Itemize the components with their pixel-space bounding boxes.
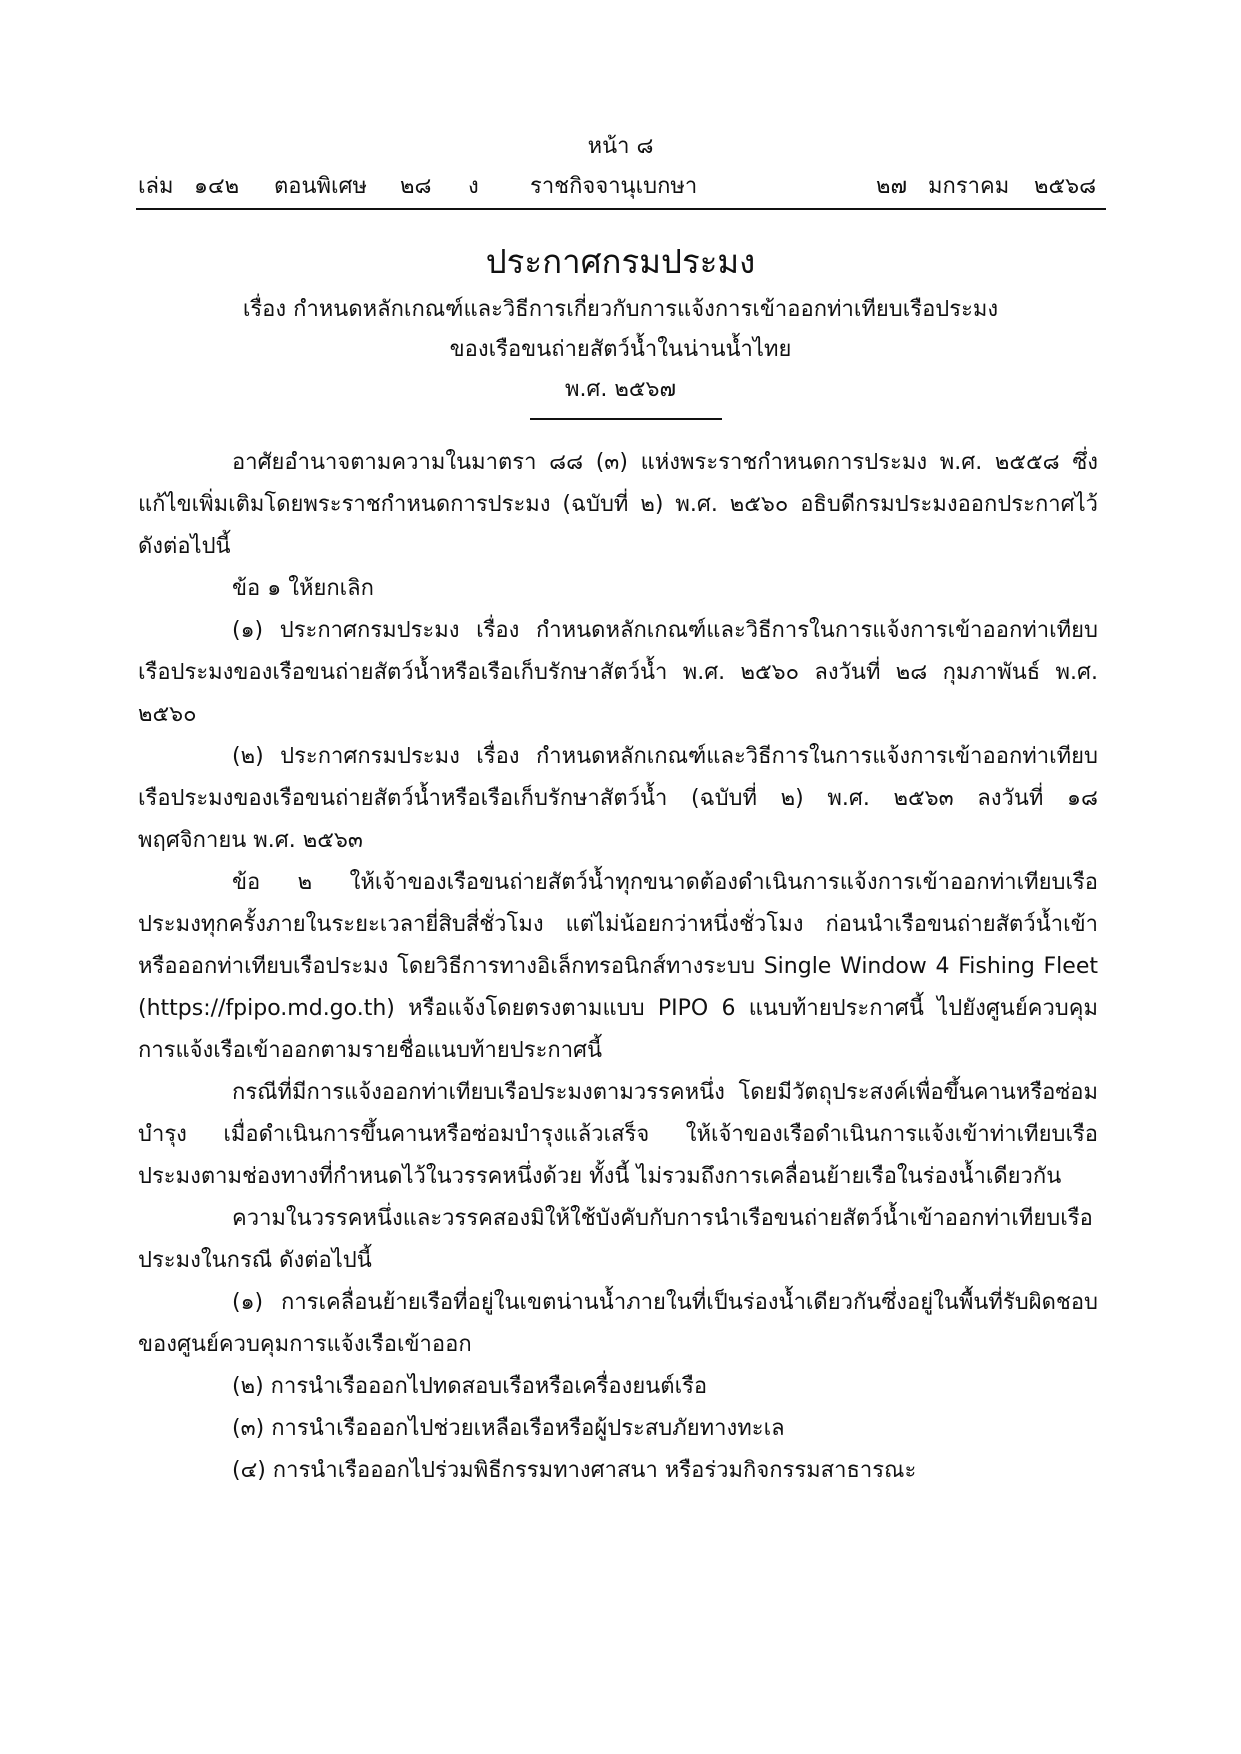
volume-label: เล่ม (138, 174, 174, 199)
document-body (138, 442, 1098, 1492)
section-label: ตอนพิเศษ (274, 174, 368, 199)
title-divider (530, 418, 722, 420)
document-subject (0, 290, 1241, 370)
clause-1-item-2: (๒) ประกาศกรมประมง เรื่อง กำหนดหลักเกณฑ์และวิธีการในการแจ้งการเข้าออกท่าเทียบเรือประมงของเรือขนถ่ายสัตว์น้ำหรือเรือเก็บรักษาสัตว์น้ำ (ฉบับที่ ๒) พ.ศ. ๒๕๖๓ ลงวันที่ ๑๘ พฤศจิกายน พ.ศ. ๒๕๖๓ (138, 744, 1098, 853)
date-day: ๒๗ (876, 174, 908, 199)
subject-line-1: เรื่อง กำหนดหลักเกณฑ์และวิธีการเกี่ยวกับการแจ้งการเข้าออกท่าเทียบเรือประมง (242, 297, 999, 322)
clause-1-heading: ข้อ ๑ ให้ยกเลิก (232, 576, 374, 601)
header-divider (136, 208, 1106, 210)
exemption-item-1: (๑) การเคลื่อนย้ายเรือที่อยู่ในเขตน่านน้ำภายในที่เป็นร่องน้ำเดียวกันซึ่งอยู่ในพื้นที่รับผิดชอบของศูนย์ควบคุมการแจ้งเรือเข้าออก (138, 1290, 1098, 1357)
page-number: หน้า ๘ (587, 134, 654, 159)
section-letter: ง (468, 174, 479, 199)
clause-2-paragraph-2: กรณีที่มีการแจ้งออกท่าเทียบเรือประมงตามวรรคหนึ่ง โดยมีวัตถุประสงค์เพื่อขึ้นคานหรือซ่อมบำรุง เมื่อดำเนินการขึ้นคานหรือซ่อมบำรุงแล้วเสร็จ ให้เจ้าของเรือดำเนินการแจ้งเข้าท่าเทียบเรือประมงตามช่องทางที่กำหนดไว้ในวรรคหนึ่งด้วย ทั้งนี้ ไม่รวมถึงการเคลื่อนย้ายเรือในร่องน้ำเดียวกัน (138, 1080, 1098, 1189)
date-month: มกราคม (928, 174, 1010, 199)
clause-2-paragraph-3: ความในวรรคหนึ่งและวรรคสองมิให้ใช้บังคับกับการนำเรือขนถ่ายสัตว์น้ำเข้าออกท่าเทียบเรือประมงในกรณี ดังต่อไปนี้ (138, 1206, 1093, 1273)
gazette-header (138, 168, 1106, 202)
publication-name: ราชกิจจานุเบกษา (530, 174, 698, 199)
date-year: ๒๕๖๘ (1034, 174, 1097, 199)
clause-1-item-1: (๑) ประกาศกรมประมง เรื่อง กำหนดหลักเกณฑ์และวิธีการในการแจ้งการเข้าออกท่าเทียบเรือประมงของเรือขนถ่ายสัตว์น้ำหรือเรือเก็บรักษาสัตว์น้ำ พ.ศ. ๒๕๖๐ ลงวันที่ ๒๘ กุมภาพันธ์ พ.ศ. ๒๕๖๐ (138, 618, 1098, 727)
subject-line-2: ของเรือขนถ่ายสัตว์น้ำในน่านน้ำไทย (449, 337, 792, 362)
document-year: พ.ศ. ๒๕๖๗ (564, 377, 677, 402)
document-title: ประกาศกรมประมง (485, 242, 756, 281)
preamble-paragraph: อาศัยอำนาจตามความในมาตรา ๘๘ (๓) แห่งพระราชกำหนดการประมง พ.ศ. ๒๕๕๘ ซึ่งแก้ไขเพิ่มเติมโดยพระราชกำหนดการประมง (ฉบับที่ ๒) พ.ศ. ๒๕๖๐ อธิบดีกรมประมงออกประกาศไว้ ดังต่อไปนี้ (138, 450, 1098, 559)
section-number: ๒๘ (400, 174, 432, 199)
clause-2-paragraph-1: ข้อ ๒ ให้เจ้าของเรือขนถ่ายสัตว์น้ำทุกขนาดต้องดำเนินการแจ้งการเข้าออกท่าเทียบเรือประมงทุกครั้งภายในระยะเวลายี่สิบสี่ชั่วโมง แต่ไม่น้อยกว่าหนึ่งชั่วโมง ก่อนนำเรือขนถ่ายสัตว์น้ำเข้าหรือออกท่าเทียบเรือประมง โดยวิธีการทางอิเล็กทรอนิกส์ทางระบบ Single Window 4 Fishing Fleet (https://fpipo.md.go.th) หรือแจ้งโดยตรงตามแบบ PIPO 6 แนบท้ายประกาศนี้ ไปยังศูนย์ควบคุมการแจ้งเรือเข้าออกตามรายชื่อแนบท้ายประกาศนี้ (138, 870, 1098, 1063)
volume-number: ๑๔๒ (194, 174, 240, 199)
exemption-item-4: (๔) การนำเรือออกไปร่วมพิธีกรรมทางศาสนา หรือร่วมกิจกรรมสาธารณะ (232, 1458, 917, 1483)
exemption-item-3: (๓) การนำเรือออกไปช่วยเหลือเรือหรือผู้ประสบภัยทางทะเล (232, 1416, 785, 1441)
exemption-item-2: (๒) การนำเรือออกไปทดสอบเรือหรือเครื่องยนต์เรือ (232, 1374, 708, 1399)
